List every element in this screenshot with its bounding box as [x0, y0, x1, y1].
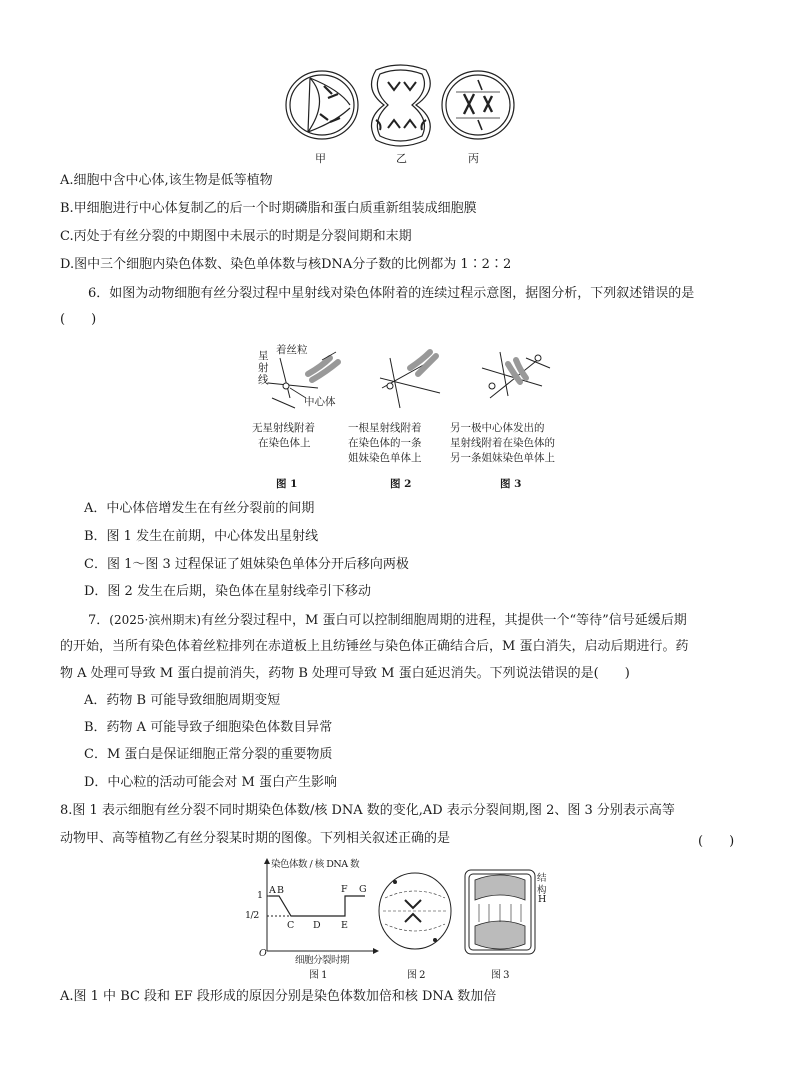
- q8-label-structure-2: 构: [537, 885, 547, 896]
- q5-option-b: B.甲细胞进行中心体复制乙的后一个时期磷脂和蛋白质重新组装成细胞膜: [60, 201, 477, 216]
- q7-line1-text: 有丝分裂过程中，M 蛋白可以控制细胞周期的进程，其提供一个“等待”信号延缓后期: [201, 613, 687, 628]
- q8-fig3-label: 图 3: [491, 970, 510, 981]
- q6-stem-line2: ( ): [60, 312, 97, 327]
- q6-option-b: B．图 1 发生在前期，中心体发出星射线: [84, 529, 319, 544]
- q8-figure: [245, 856, 555, 986]
- label-spindle-fiber-1: 星射线: [258, 350, 269, 386]
- q8-fig1-label: 图 1: [309, 970, 328, 981]
- q8-fig2-label: 图 2: [407, 970, 426, 981]
- cell-figure-top: [280, 60, 520, 155]
- cell-jia-drawing: [286, 71, 358, 139]
- fig2-caption-line3: 姐妹染色单体上: [348, 452, 422, 464]
- q8-point-g: G: [359, 884, 367, 895]
- q8-label-structure-1: 结: [537, 873, 547, 884]
- q8-graph-drawing: [255, 856, 555, 966]
- q7-option-c: C．M 蛋白是保证细胞正常分裂的重要物质: [84, 747, 333, 762]
- q8-point-a: A: [269, 885, 276, 896]
- q7-line1: [88, 611, 687, 630]
- fig1-caption-line2: 在染色体上: [258, 437, 311, 449]
- q8-graph-tick-half: 1/2: [245, 910, 259, 921]
- q6-stem-line1: 6．如图为动物细胞有丝分裂过程中星射线对染色体附着的连续过程示意图，据图分析，下列叙述错误的是: [88, 286, 695, 301]
- q8-answer-paren: ( ): [698, 834, 735, 849]
- q8-graph-tick-1: 1: [257, 890, 263, 901]
- q8-point-c: C: [287, 920, 294, 931]
- q5-option-d: D.图中三个细胞内染色体数、染色单体数与核DNA分子数的比例都为 1∶2∶2: [60, 257, 512, 272]
- fig1-caption-line1: 无星射线附着: [252, 422, 315, 434]
- q8-line2: 动物甲、高等植物乙有丝分裂某时期的图像。下列相关叙述正确的是: [60, 831, 451, 846]
- q7-line3: 物 A 处理可导致 M 蛋白提前消失，药物 B 处理可导致 M 蛋白延迟消失。下列说法错误的是( ): [60, 666, 630, 681]
- q8-graph-ylabel: 染色体数 / 核 DNA 数: [271, 859, 360, 870]
- q8-point-f: F: [341, 884, 348, 895]
- q7-number: 7．: [88, 613, 110, 628]
- fig2-caption-line1: 一根星射线附着: [348, 422, 422, 434]
- fig-label-jia: 甲: [315, 152, 326, 165]
- q6-fig1-label: 图 1: [276, 478, 298, 490]
- fig3-caption-line3: 另一条姐妹染色单体上: [450, 452, 555, 464]
- cell-bing-drawing: [442, 71, 514, 139]
- q6-fig2-label: 图 2: [390, 478, 412, 490]
- fig-label-bing: 丙: [468, 152, 479, 165]
- fig3-caption-line2: 星射线附着在染色体的: [450, 437, 555, 449]
- fig-label-yi: 乙: [396, 152, 407, 165]
- q8-label-h: H: [538, 894, 546, 905]
- q7-source: (2025·滨州期末): [109, 613, 201, 627]
- q6-figure: [250, 338, 590, 488]
- q7-option-a: A．药物 B 可能导致细胞周期变短: [84, 693, 281, 708]
- q7-option-d: D．中心粒的活动可能会对 M 蛋白产生影响: [84, 775, 337, 790]
- q6-option-c: C．图 1～图 3 过程保证了姐妹染色单体分开后移向两极: [84, 557, 409, 572]
- q6-option-a: A．中心体倍增发生在有丝分裂前的间期: [84, 501, 315, 516]
- q7-option-b: B．药物 A 可能导致子细胞染色体数目异常: [84, 720, 333, 735]
- q5-option-a: A.细胞中含中心体,该生物是低等植物: [60, 173, 273, 188]
- q7-line2: 的开始，当所有染色体着丝粒排列在赤道板上且纺锤丝与染色体正确结合后，M 蛋白消失，启动后期进行。药: [60, 639, 689, 654]
- q8-line1: 8.图 1 表示细胞有丝分裂不同时期染色体数/核 DNA 数的变化,AD 表示分裂间期,图 2、图 3 分别表示高等: [60, 803, 675, 818]
- q8-point-e: E: [341, 920, 348, 931]
- cell-yi-drawing: [372, 65, 431, 146]
- label-kinetochore: 着丝粒: [276, 344, 308, 356]
- fig3-caption-line1: 另一极中心体发出的: [450, 422, 545, 434]
- q6-fig3-label: 图 3: [500, 478, 522, 490]
- fig2-caption-line2: 在染色体的一条: [348, 437, 422, 449]
- q5-option-c: C.丙处于有丝分裂的中期图中未展示的时期是分裂间期和末期: [60, 229, 412, 244]
- q8-graph-xlabel: 细胞分裂时期: [295, 955, 350, 966]
- q8-option-a: A.图 1 中 BC 段和 EF 段形成的原因分别是染色体数加倍和核 DNA 数加倍: [60, 989, 497, 1004]
- q8-graph-origin: O: [259, 948, 267, 959]
- q8-point-b: B: [277, 885, 284, 896]
- q8-point-d: D: [313, 920, 321, 931]
- label-centrosome: 中心体: [304, 396, 336, 408]
- q6-option-d: D．图 2 发生在后期，染色体在星射线牵引下移动: [84, 584, 371, 599]
